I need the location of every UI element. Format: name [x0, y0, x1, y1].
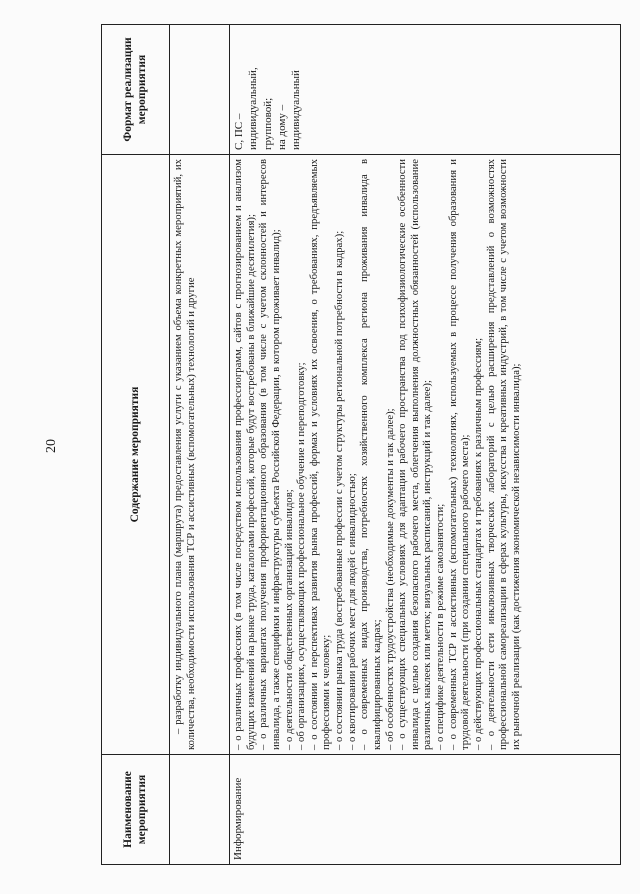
list-item: – о различных вариантах получения профориентационного образования (в том числе с учетом склонностей и интересов инвалида, а также специфики и инфраструктуры субъекта Российской Федерации, в котором проживает инвалид);	[257, 159, 282, 750]
row2-format-cell	[230, 25, 621, 155]
table-row	[230, 25, 621, 865]
format-line: С, ПС –	[233, 113, 245, 150]
page-number: 20	[44, 439, 59, 453]
list-item: – об организациях, осуществляющих профессиональное обучение и переподготовку;	[295, 362, 308, 750]
list-item: – о состоянии и перспективах развития рынка профессий, формах и условиях их освоения, о требованиях, предъявляемых профессиями к человеку;	[307, 159, 333, 750]
format-line: на дому –	[275, 104, 288, 150]
list-item: – о существующих специальных условиях для адаптации рабочего пространства под психофизиологические особенности инвалида с целью создания безопасного рабочего места, облегчения выполнения должностных обязанностей (использование различных наклеек или меток; визуальных расписаний, инструкций и так далее);	[396, 159, 434, 750]
list-item: – о специфике деятельности в режиме самозанятости;	[434, 503, 446, 750]
header-activity-content: Содержание мероприятия	[102, 155, 170, 755]
list-item: – о современных ТСР и ассистивных (вспомогательных) технологиях, используемых в процессе получения образования и трудовой деятельности (при создании специального рабочего места);	[446, 159, 472, 750]
row1-name-cell	[170, 755, 230, 865]
row2-content-cell	[230, 155, 621, 755]
format-line: групповой;	[261, 97, 274, 150]
table-header-row	[102, 25, 170, 865]
list-item: – о различных профессиях (в том числе посредством использования профессиограмм, сайтов с прогнозированием и анализом будущих изменений на рынке труда, каталогами профессий, которые будут востребованы в ближайшие десятилетия);	[232, 159, 257, 750]
format-line: индивидуальный,	[247, 67, 260, 150]
header-activity-format: Формат реализации мероприятия	[102, 25, 170, 155]
list-item: – об особенностях трудоустройства (необходимые документы и так далее);	[383, 408, 396, 750]
list-item: – о действующих профессиональных стандартах и требованиях к различным профессиям;	[471, 337, 484, 750]
rotated-content	[101, 25, 621, 865]
information-topics-list	[232, 159, 522, 750]
format-line: индивидуальный	[290, 70, 303, 150]
list-item: – о состоянии рынка труда (востребованные профессии с учетом структуры региональной потребности в кадрах);	[333, 230, 345, 750]
list-item: – о современных видах производства, потребностях хозяйственного комплекса региона проживания инвалида в квалифицированных кадрах;	[358, 159, 383, 750]
header-activity-name: Наименование мероприятия	[102, 755, 170, 865]
row1-format-cell	[170, 25, 230, 155]
list-item: – о квотировании рабочих мест для людей с инвалидностью;	[345, 473, 358, 750]
list-item: – о деятельности общественных организаций инвалидов;	[282, 489, 295, 750]
list-item: – о деятельности сети инклюзивных творческих лабораторий с целью расширения представлений о возможностях профессиональной самореализации в сферах культуры, искусства и креативных индустрий, в том числе с учетом возможности их рыночной реализации (как достижения экономической независимости инвалида);	[484, 159, 522, 750]
row2-name-cell: Информирование	[230, 755, 621, 865]
table-row	[170, 25, 230, 865]
row1-content-cell: – разработку индивидуального плана (маршрута) предоставления услуги с указанием объема конкретных мероприятий, их количества, необходимости использования ТСР и ассистивных (вспомогательных) технологий и другие	[170, 155, 230, 755]
activities-table	[101, 24, 621, 865]
